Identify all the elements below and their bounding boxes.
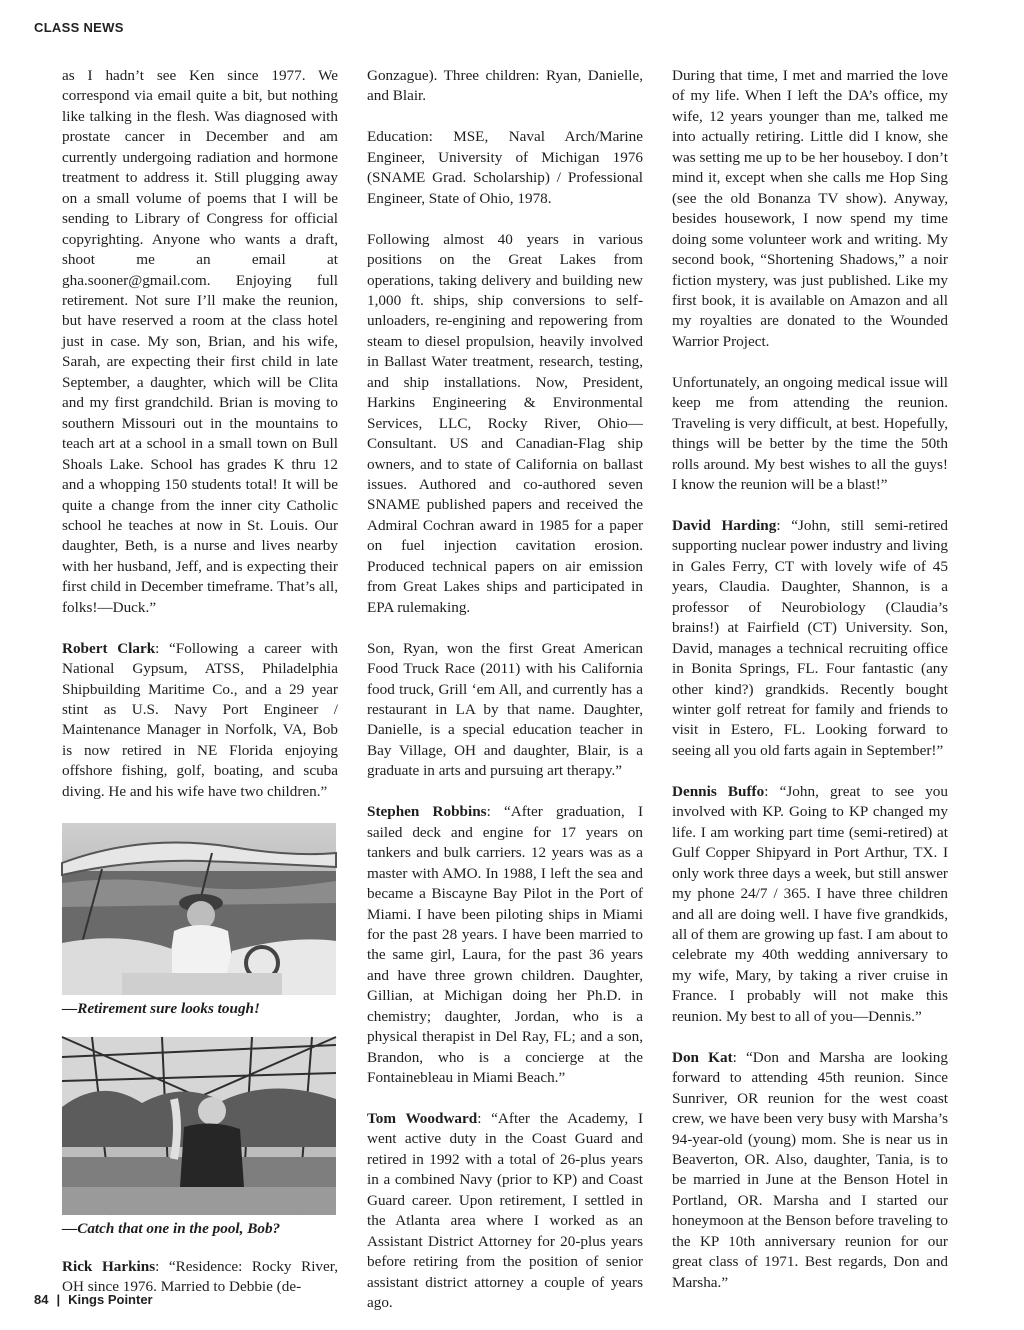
- entry-text: : “Residence: Rocky River, OH since 1976. Married to Debbie (de-: [62, 1257, 338, 1296]
- entry-name: Rick Harkins: [62, 1257, 156, 1275]
- entry-name: Don Kat: [672, 1048, 733, 1066]
- page-number: 84: [34, 1292, 49, 1307]
- paragraph: Gonzague). Three children: Ryan, Danielle, and Blair.: [367, 67, 643, 105]
- column-1: [62, 66, 338, 1296]
- entry-robert-clark: [62, 639, 338, 803]
- entry-name: Stephen Robbins: [367, 803, 487, 821]
- entry-david-harding: [672, 516, 948, 761]
- photo-caption: —Catch that one in the pool, Bob?: [62, 1219, 281, 1237]
- entry-text: : “John, great to see you involved with KP. Going to KP changed my life. I am working part time (semi-retired) at Gulf Copper Shipyard in Port Arthur, TX. I only work three days a week, but still answer my phone 24/7 / 365. I have three children and all are doing well. I have five grandkids, all of them are growing up fast. I am about to celebrate my 40th wedding anniversary to my wife, Mary, by taking a river cruise in France. I probably will not make this reunion. My best to all of you—Dennis.”: [672, 782, 948, 1025]
- entry-text: : “After graduation, I sailed deck and engine for 17 years on tankers and bulk carriers. 12 years was as a master with AMO. In 1988, I left the sea and became a Biscayne Bay Pilot in the Port of Miami. I have been piloting ships in Miami for the past 28 years. I have been married to the same girl, Laura, for the past 36 years and have three grown children. Daughter, Gillian, at Michigan doing her Ph.D. in chemistry; daughter, Jordan, who is a physical therapist in Del Ray, FL; and a son, Brandon, who is a concierge at the Fontainebleau in Miami Beach.”: [367, 803, 644, 1087]
- entry-name: Dennis Buffo: [672, 782, 765, 800]
- column-3: [672, 66, 948, 1291]
- boat-photo-image: [62, 823, 336, 995]
- photo-caption: —Retirement sure looks tough!: [62, 999, 260, 1017]
- column-2: [367, 66, 644, 1312]
- entry-text: : “John, still semi-retired supporting nuclear power industry and living in Gales Ferry, CT with lovely wife of 45 years, Claudia. Daughter, Shannon, is a professor of Neurobiology (Claudia’s brains!) at Fairfield (CT) University. Son, David, manages a technical recruiting office in Bonita Springs, FL. Four fantastic (any other kind?) grandkids. Recently bought winter golf retreat for family and friends to visit in Estero, FL. Looking forward to seeing all you old farts again in September!”: [672, 516, 948, 759]
- entry-text: : “Don and Marsha are looking forward to attending 45th reunion. Since Sunriver, OR reunion for the west coast crew, we have been very busy with Marsha’s 94-year-old (young) mom. She is near us in Beaverton, OR. Also, daughter, Tania, is to be married in June at the Benson Hotel in Portland, OR. Marsha and I started our honeymoon at the Benson before traveling to the KP 10th anniversary reunion for our great class of 1971. Best regards, Don and Marsha.”: [672, 1048, 948, 1291]
- paragraph: Unfortunately, an ongoing medical issue will keep me from attending the reunion. Traveling is very difficult, at best. Hopefully, things will be better by the time the 50th rolls around. My best wishes to all the guys! I know the reunion will be a blast!”: [672, 373, 948, 494]
- paragraph: During that time, I met and married the love of my life. When I left the DA’s office, my wife, 12 years younger than me, talked me into actually retiring. Little did I know, she was setting me up to be her houseboy. I don’t mind it, except when she calls me Hop Sing (see the old Bonanza TV show). Anyway, besides housework, I now spend my time doing some volunteer work and writing. My second book, “Shortening Shadows,” a noir fiction mystery, was just published. Like my first book, it is available on Amazon and all my royalties are donated to the Wounded Warrior Project.: [672, 67, 948, 350]
- entry-text: : “After the Academy, I went active duty in the Coast Guard and retired in 1992 with a total of 26-plus years in a combined Navy (prior to KP) and Coast Guard career. Upon retirement, I settled in the Atlanta area where I worked as an Assistant District Attorney for 20-plus years before retiring from the position of senior assistant district attorney a couple of years ago.: [367, 1110, 644, 1312]
- entry-don-kat: [672, 1048, 948, 1293]
- paragraph: Son, Ryan, won the first Great American Food Truck Race (2011) with his California food truck, Grill ‘em All, and currently has a restaurant in LA by that name. Daughter, Danielle, is a special education teacher in Bay Village, OH and daughter, Blair, is a graduate in arts and pursuing art therapy.”: [367, 639, 643, 780]
- pool-photo: [62, 1037, 336, 1215]
- entry-name: David Harding: [672, 516, 777, 534]
- entry-dennis-buffo: [672, 782, 948, 1027]
- pool-photo-image: [62, 1037, 336, 1215]
- entry-stephen-robbins: [367, 802, 643, 1088]
- footer-separator: |: [56, 1292, 61, 1307]
- entry-name: Robert Clark: [62, 639, 156, 657]
- boat-photo: [62, 823, 336, 995]
- entry-name: Tom Woodward: [367, 1110, 478, 1128]
- paragraph: Education: MSE, Naval Arch/Marine Engineer, University of Michigan 1976 (SNAME Grad. Scholarship) / Professional Engineer, State of Ohio, 1978.: [367, 128, 643, 207]
- entry-tom-woodward: [367, 1109, 643, 1314]
- entry-text: : “Following a career with National Gypsum, ATSS, Philadelphia Shipbuilding Maritime Co., and a 29 year stint as U.S. Navy Port Engineer / Maintenance Manager in Norfolk, VA, Bob is now retired in NE Florida enjoying offshore fishing, golf, boating, and scuba diving. He and his wife have two children.”: [62, 639, 338, 800]
- page-footer: [34, 1292, 153, 1307]
- paragraph: as I hadn’t see Ken since 1977. We correspond via email quite a bit, but nothing like talking in the flesh. Was diagnosed with prostate cancer in December and am currently undergoing radiation and hormone treatment to address it. Still plugging away on a small volume of poems that I will be sending to Library of Congress for official copyrighting. Anyone who wants a draft, shoot me an email at gha.sooner@gmail.com. Enjoying full retirement. Not sure I’ll make the reunion, but have reserved a room at the class hotel just in case. My son, Brian, and his wife, Sarah, are expecting their first child in late September, a daughter, which will be Clita and my first grandchild. Brian is moving to southern Missouri out in the mountains to teach art at a school in a small town on Bull Shoals Lake. School has grades K thru 12 and a whopping 150 students total! It will be quite a change from the inner city Catholic school he teaches at now in St. Louis. Our daughter, Beth, is a nurse and lives nearby with her husband, Jeff, and is expecting their first child in December timeframe. That’s all, folks!—Duck.”: [62, 67, 338, 616]
- section-header: CLASS NEWS: [34, 20, 124, 35]
- paragraph: Following almost 40 years in various positions on the Great Lakes from operations, taking delivery and building new 1,000 ft. ships, ship conversions to self-unloaders, re-engining and repowering from steam to diesel propulsion, heavily involved in Ballast Water treatment, research, testing, and ship installations. Now, President, Harkins Engineering & Environmental Services, LLC, Rocky River, Ohio—Consultant. US and Canadian-Flag ship owners, and to state of California on ballast issues. Authored and co-authored seven SNAME published papers and received the Admiral Cochran award in 1985 for a paper on fuel injection cavitation erosion. Produced technical papers on air emission from Great Lakes ships and participated in EPA rulemaking.: [367, 230, 643, 616]
- publication-name: Kings Pointer: [68, 1292, 153, 1307]
